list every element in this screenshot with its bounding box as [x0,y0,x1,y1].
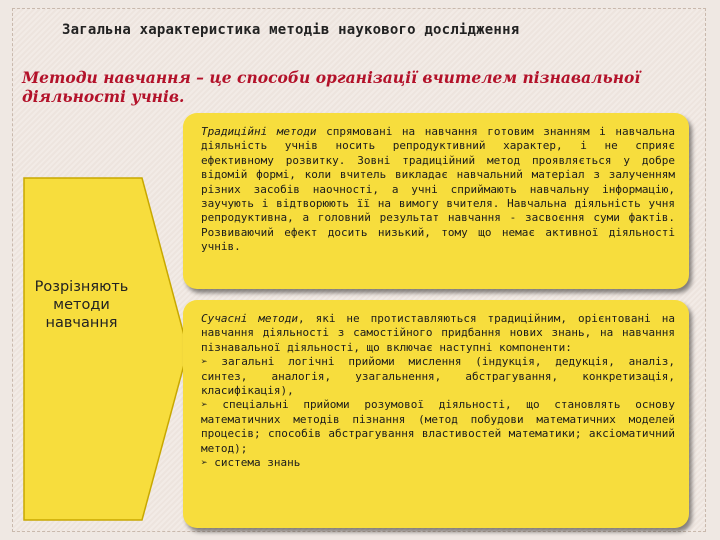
modern-text: , які не протиставляються традиційним, орієнтовані на навчання діяльності з самостійного придбання нових знань, на навчання пізнавальної діяльності, що включає наступні компоненти: [201,312,675,354]
arrow-label-line2: методи [53,297,110,313]
arrow-label-line3: навчання [45,315,118,331]
modern-term: Сучасні методи [201,312,299,325]
bullet-text: система знань [214,456,301,470]
bullet-text: спеціальні прийоми розумової діяльності, що становлять основу математичних методів пізнання (метод побудови математичних моделей процесів; способів абстрагування властивостей математики; аксіоматичний метод); [201,398,675,455]
arrow-label-line1: Розрізняють [34,279,129,295]
traditional-text: спрямовані на навчання готовим знанням і навчальна діяльність учнів носить репродуктивний характер, і не сприяє ефективному розвитку. Зовні традиційний метод проявляється у добре відомій формі, коли вчитель викладає навчальний матеріал з залученням різних засобів наочності, а учні сприймають навчальну інформацію, заучують і відтворюють її на вимогу вчителя. Навчальна діяльність учня репродуктивна, а головний результат навчання - засвоєння суми фактів. Розвиваючий ефект досить низький, тому що немає активної діяльності учнів. [201,125,675,254]
traditional-methods-box [183,113,689,289]
bullet-item: ➢ спеціальні прийоми розумової діяльності, що становлять основу математичних методів пізнання (метод побудови математичних моделей процесів; способів абстрагування властивостей математики; аксіоматичний метод); [201,398,675,455]
arrow-shape [22,150,190,522]
modern-methods-box [183,300,689,528]
bullet-item: ➢ загальні логічні прийоми мислення (індукція, дедукція, аналіз, синтез, аналогія, узагальнення, абстрагування, конкретизація, класифікація), [201,355,675,398]
traditional-term: Традиційні методи [201,125,317,138]
slide-title: Загальна характеристика методів наукового дослідження [62,22,520,38]
arrow-label [24,278,139,332]
bullet-item: ➢ система знань [201,456,301,470]
arrow-polygon [24,178,188,520]
slide-subtitle: Методи навчання – це способи організації вчителем пізнавальної діяльності учнів. [22,68,641,106]
bullet-text: загальні логічні прийоми мислення (індукція, дедукція, аналіз, синтез, аналогія, узагальнення, абстрагування, конкретизація, класифікація), [201,355,675,398]
